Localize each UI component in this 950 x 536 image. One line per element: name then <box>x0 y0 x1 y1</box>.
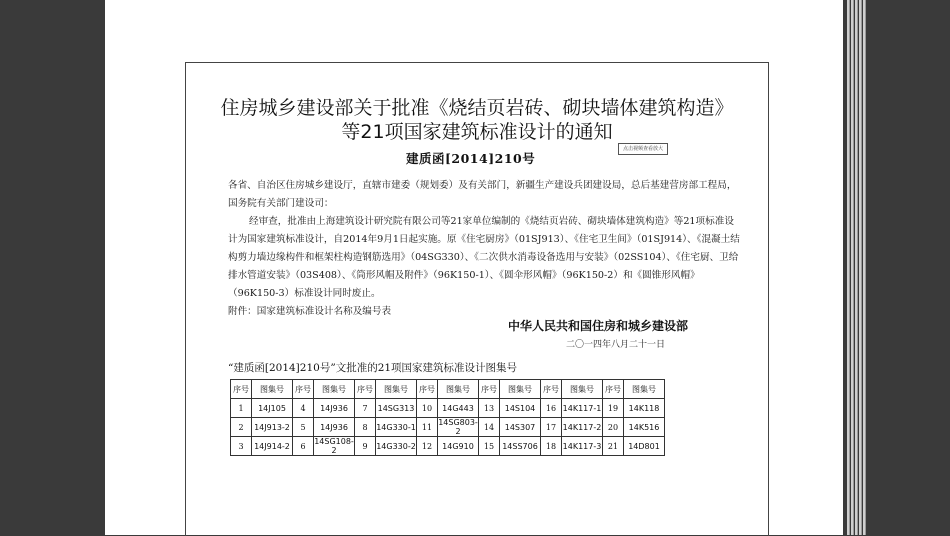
row-no: 18 <box>541 437 562 456</box>
row-no: 20 <box>603 418 624 437</box>
document-frame <box>185 62 769 536</box>
document-number: 建质函[2014]210号 <box>406 151 536 166</box>
issue-date: 二〇一四年八月二十一日 <box>566 340 666 350</box>
table-row <box>231 418 665 437</box>
attachment-line: 附件：国家建筑标准设计名称及编号表 <box>228 306 392 317</box>
title-line-2: 等21项国家建筑标准设计的通知 <box>341 121 613 143</box>
header-no: 序号 <box>355 380 376 399</box>
header-code: 图集号 <box>624 380 665 399</box>
header-code: 图集号 <box>500 380 541 399</box>
row-no: 1 <box>231 399 252 418</box>
table-caption: “建质函[2014]210号”文批准的21项国家建筑标准设计图集号 <box>228 362 518 374</box>
row-code: 14J936 <box>314 418 355 437</box>
header-no: 序号 <box>293 380 314 399</box>
header-code: 图集号 <box>376 380 417 399</box>
table-row <box>231 437 665 456</box>
row-no: 6 <box>293 437 314 456</box>
zoom-stamp: 点击视频查看放大 <box>618 143 668 155</box>
row-no: 3 <box>231 437 252 456</box>
row-no: 8 <box>355 418 376 437</box>
row-code: 14SS706 <box>500 437 541 456</box>
row-code: 14K117-1 <box>562 399 603 418</box>
row-code: 14G330-2 <box>376 437 417 456</box>
row-no: 14 <box>479 418 500 437</box>
title-line-1: 住房城乡建设部关于批准《烧结页岩砖、砌块墙体建筑构造》 <box>220 97 734 119</box>
approval-paragraph: 经审查，批准由上海建筑设计研究院有限公司等21家单位编制的《烧结页岩砖、砌块墙体建筑构造》等21项标准设计为国家建筑标准设计，自2014年9月1日起实施。原《住宅厨房》（01SJ913）、《住宅卫生间》（01SJ914）、《混凝土结构剪力墙边缘构件和框架柱构造钢筋选用》（04SG330）、《二次供水消毒设备选用与安装》（02SS104）、《住宅厨、卫给排水管道安装》（03S408）、《筒形风帽及附件》（96K150-1）、《圆伞形风帽》（96K150-2）和《圆锥形风帽》（96K150-3）标准设计同时废止。 <box>228 216 740 299</box>
row-code: 14SG803-2 <box>438 418 478 436</box>
header-code: 图集号 <box>252 380 293 399</box>
row-code: 14SG108-2 <box>314 437 354 455</box>
notice-body <box>228 177 740 321</box>
header-code: 图集号 <box>314 380 355 399</box>
address-paragraph: 各省、自治区住房城乡建设厅，直辖市建委（规划委）及有关部门，新疆生产建设兵团建设局，总后基建营房部工程局，国务院有关部门建设司： <box>228 180 737 209</box>
row-code: 14K118 <box>624 399 665 418</box>
header-no: 序号 <box>479 380 500 399</box>
row-no: 2 <box>231 418 252 437</box>
header-code: 图集号 <box>562 380 603 399</box>
document-page <box>105 0 843 535</box>
row-code: 14S307 <box>500 418 541 437</box>
table-row <box>231 399 665 418</box>
row-no: 10 <box>417 399 438 418</box>
row-no: 5 <box>293 418 314 437</box>
row-no: 7 <box>355 399 376 418</box>
row-code: 14J105 <box>252 399 293 418</box>
header-no: 序号 <box>603 380 624 399</box>
row-code: 14K516 <box>624 418 665 437</box>
page-edge <box>847 0 850 535</box>
row-no: 17 <box>541 418 562 437</box>
row-code: 14K117-2 <box>562 418 603 437</box>
row-no: 19 <box>603 399 624 418</box>
row-no: 9 <box>355 437 376 456</box>
header-no: 序号 <box>231 380 252 399</box>
row-no: 15 <box>479 437 500 456</box>
page-edge <box>863 0 866 535</box>
row-no: 4 <box>293 399 314 418</box>
header-no: 序号 <box>417 380 438 399</box>
row-code: 14G443 <box>438 399 479 418</box>
row-code: 14K117-3 <box>562 437 603 456</box>
row-code: 14SG313 <box>376 399 417 418</box>
row-no: 21 <box>603 437 624 456</box>
header-no: 序号 <box>541 380 562 399</box>
signature: 中华人民共和国住房和城乡建设部 <box>508 319 689 333</box>
row-code: 14D801 <box>624 437 665 456</box>
row-code: 14J936 <box>314 399 355 418</box>
row-no: 13 <box>479 399 500 418</box>
standards-table <box>230 379 665 456</box>
row-no: 16 <box>541 399 562 418</box>
row-no: 12 <box>417 437 438 456</box>
row-code: 14S104 <box>500 399 541 418</box>
row-code: 14J914-2 <box>252 437 293 456</box>
table-header-row <box>231 380 665 399</box>
row-code: 14G910 <box>438 437 479 456</box>
page-edge <box>855 0 858 535</box>
row-code: 14J913-2 <box>252 418 293 437</box>
page-edge <box>851 0 854 535</box>
row-no: 11 <box>417 418 438 437</box>
page-edge <box>859 0 862 535</box>
row-code: 14G330-1 <box>376 418 417 437</box>
header-code: 图集号 <box>438 380 479 399</box>
